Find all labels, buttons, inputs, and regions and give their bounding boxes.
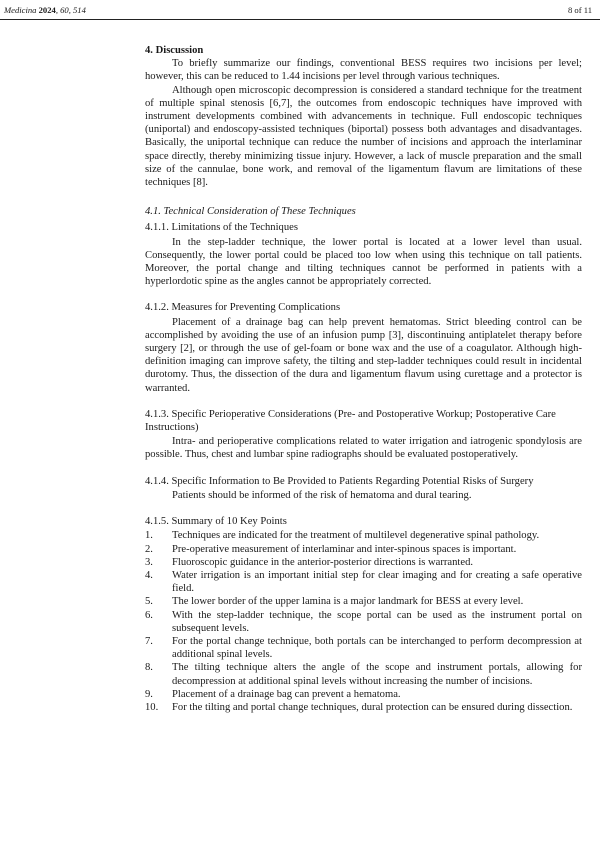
list-item-text: The tilting technique alters the angle of the scope and instrument portals, allowing for decompression at additional spinal levels without increasing the number of incisions. bbox=[172, 662, 582, 687]
list-item bbox=[145, 701, 582, 714]
list-item bbox=[145, 661, 582, 687]
journal-citation bbox=[4, 3, 86, 17]
journal-volume: , 60, 514 bbox=[55, 5, 86, 15]
list-item bbox=[145, 595, 582, 608]
subsubsection-title: 4.1.4. Specific Information to Be Provided to Patients Regarding Potential Risks of Surgery bbox=[145, 475, 534, 487]
list-item-number: 4. bbox=[145, 569, 153, 581]
running-header bbox=[4, 3, 592, 17]
subsection-title: 4.1. Technical Consideration of These Techniques bbox=[145, 206, 356, 218]
header-rule bbox=[0, 19, 600, 20]
journal-year: 2024 bbox=[38, 5, 56, 15]
section-title: 4. Discussion bbox=[145, 45, 204, 56]
list-item-text: Water irrigation is an important initial step for clear imaging and for creating a safe operative field. bbox=[172, 569, 582, 595]
paragraph: In the step-ladder technique, the lower portal is located at a lower level than usual. Consequently, the lower portal could be placed too low when using this technique on tall patients. Moreover, the portal change and tilting techniques cannot be performed in patients with a hyperlordotic spine as the angles cannot be appropriately corrected. bbox=[145, 236, 582, 288]
list-item-number: 2. bbox=[145, 543, 153, 555]
list-item-text: For the portal change technique, both portals can be interchanged to perform decompression at additional spinal levels. bbox=[172, 635, 582, 661]
list-item-number: 5. bbox=[145, 596, 153, 608]
list-item-text: Fluoroscopic guidance in the anterior-posterior directions is warranted. bbox=[172, 556, 474, 568]
list-item-text: The lower border of the upper lamina is a major landmark for BESS at every level. bbox=[172, 596, 524, 608]
list-item-number: 3. bbox=[145, 556, 153, 568]
list-item-number: 10. bbox=[145, 701, 159, 713]
paragraph: Intra- and perioperative complications related to water irrigation and iatrogenic spondylosis are possible. Thus, chest and lumbar spine radiographs should be evaluated postoperatively. bbox=[145, 436, 582, 461]
list-item-number: 1. bbox=[145, 530, 153, 542]
paragraph: To briefly summarize our findings, conventional BESS requires two incisions per level; however, this can be reduced to 1.44 incisions per level through various techniques. bbox=[145, 58, 582, 83]
list-item bbox=[145, 688, 582, 701]
list-item bbox=[145, 609, 582, 635]
page-number: 8 of 11 bbox=[567, 5, 592, 15]
list-item-number: 6. bbox=[145, 609, 153, 621]
paragraph: Placement of a drainage bag can help prevent hematomas. Strict bleeding control can be accomplished by avoiding the use of an infusion pump [3], discontinuing antiplatelet therapy before surgery [2], or through the use of gel-foam or bone wax and the use of a coagulator. Although high-definition imaging can improve safety, the tilting and step-ladder techniques could result in incidental durotomy. Thus, the dissection of the dura and ligamentum flavum using curettage and a protector is warranted. bbox=[145, 316, 582, 394]
list-item-text: With the step-ladder technique, the scope portal can be used as the instrument portal on subsequent levels. bbox=[172, 609, 582, 634]
list-item bbox=[145, 543, 582, 556]
list-item bbox=[145, 556, 582, 569]
article-body bbox=[145, 44, 582, 714]
list-item bbox=[145, 635, 582, 661]
list-item-text: Placement of a drainage bag can prevent a hematoma. bbox=[172, 688, 401, 700]
paragraph: Patients should be informed of the risk of hematoma and dural tearing. bbox=[172, 489, 472, 501]
list-item-text: Pre-operative measurement of interlaminar and inter-spinous spaces is important. bbox=[172, 543, 517, 555]
key-points-list bbox=[145, 529, 582, 714]
subsubsection-title: 4.1.5. Summary of 10 Key Points bbox=[145, 516, 287, 528]
list-item bbox=[145, 569, 582, 595]
subsubsection-title: 4.1.1. Limitations of the Techniques bbox=[145, 222, 298, 234]
list-item-number: 9. bbox=[145, 688, 153, 700]
list-item-text: Techniques are indicated for the treatment of multilevel degenerative spinal pathology. bbox=[172, 530, 540, 542]
journal-name: Medicina bbox=[4, 5, 37, 15]
list-item-number: 7. bbox=[145, 635, 153, 647]
list-item-text: For the tilting and portal change techniques, dural protection can be ensured during dissection. bbox=[172, 701, 573, 713]
paragraph: Although open microscopic decompression is considered a standard technique for the treatment of multiple spinal stenosis [6,7], the outcomes from endoscopic techniques have improved with instrument developments combined with advancements in technique. Full endoscopic techniques (uniportal) and endoscopy-assisted techniques (biportal) possess both advantages and disadvantages. Basically, the uniportal technique can reduce the number of incisions and approach the interlaminar space directly, thereby minimizing tissue injury. However, a lack of muscle preparation and the small size of the cannulae, bone work, and removal of the ligamentum flavum are limitations of these techniques [8]. bbox=[145, 84, 582, 189]
list-item bbox=[145, 529, 582, 542]
list-item-number: 8. bbox=[145, 662, 153, 674]
subsubsection-title: 4.1.3. Specific Perioperative Considerations (Pre- and Postoperative Workup; Postoperative Care Instructions) bbox=[145, 408, 556, 434]
subsubsection-title: 4.1.2. Measures for Preventing Complications bbox=[145, 302, 341, 314]
